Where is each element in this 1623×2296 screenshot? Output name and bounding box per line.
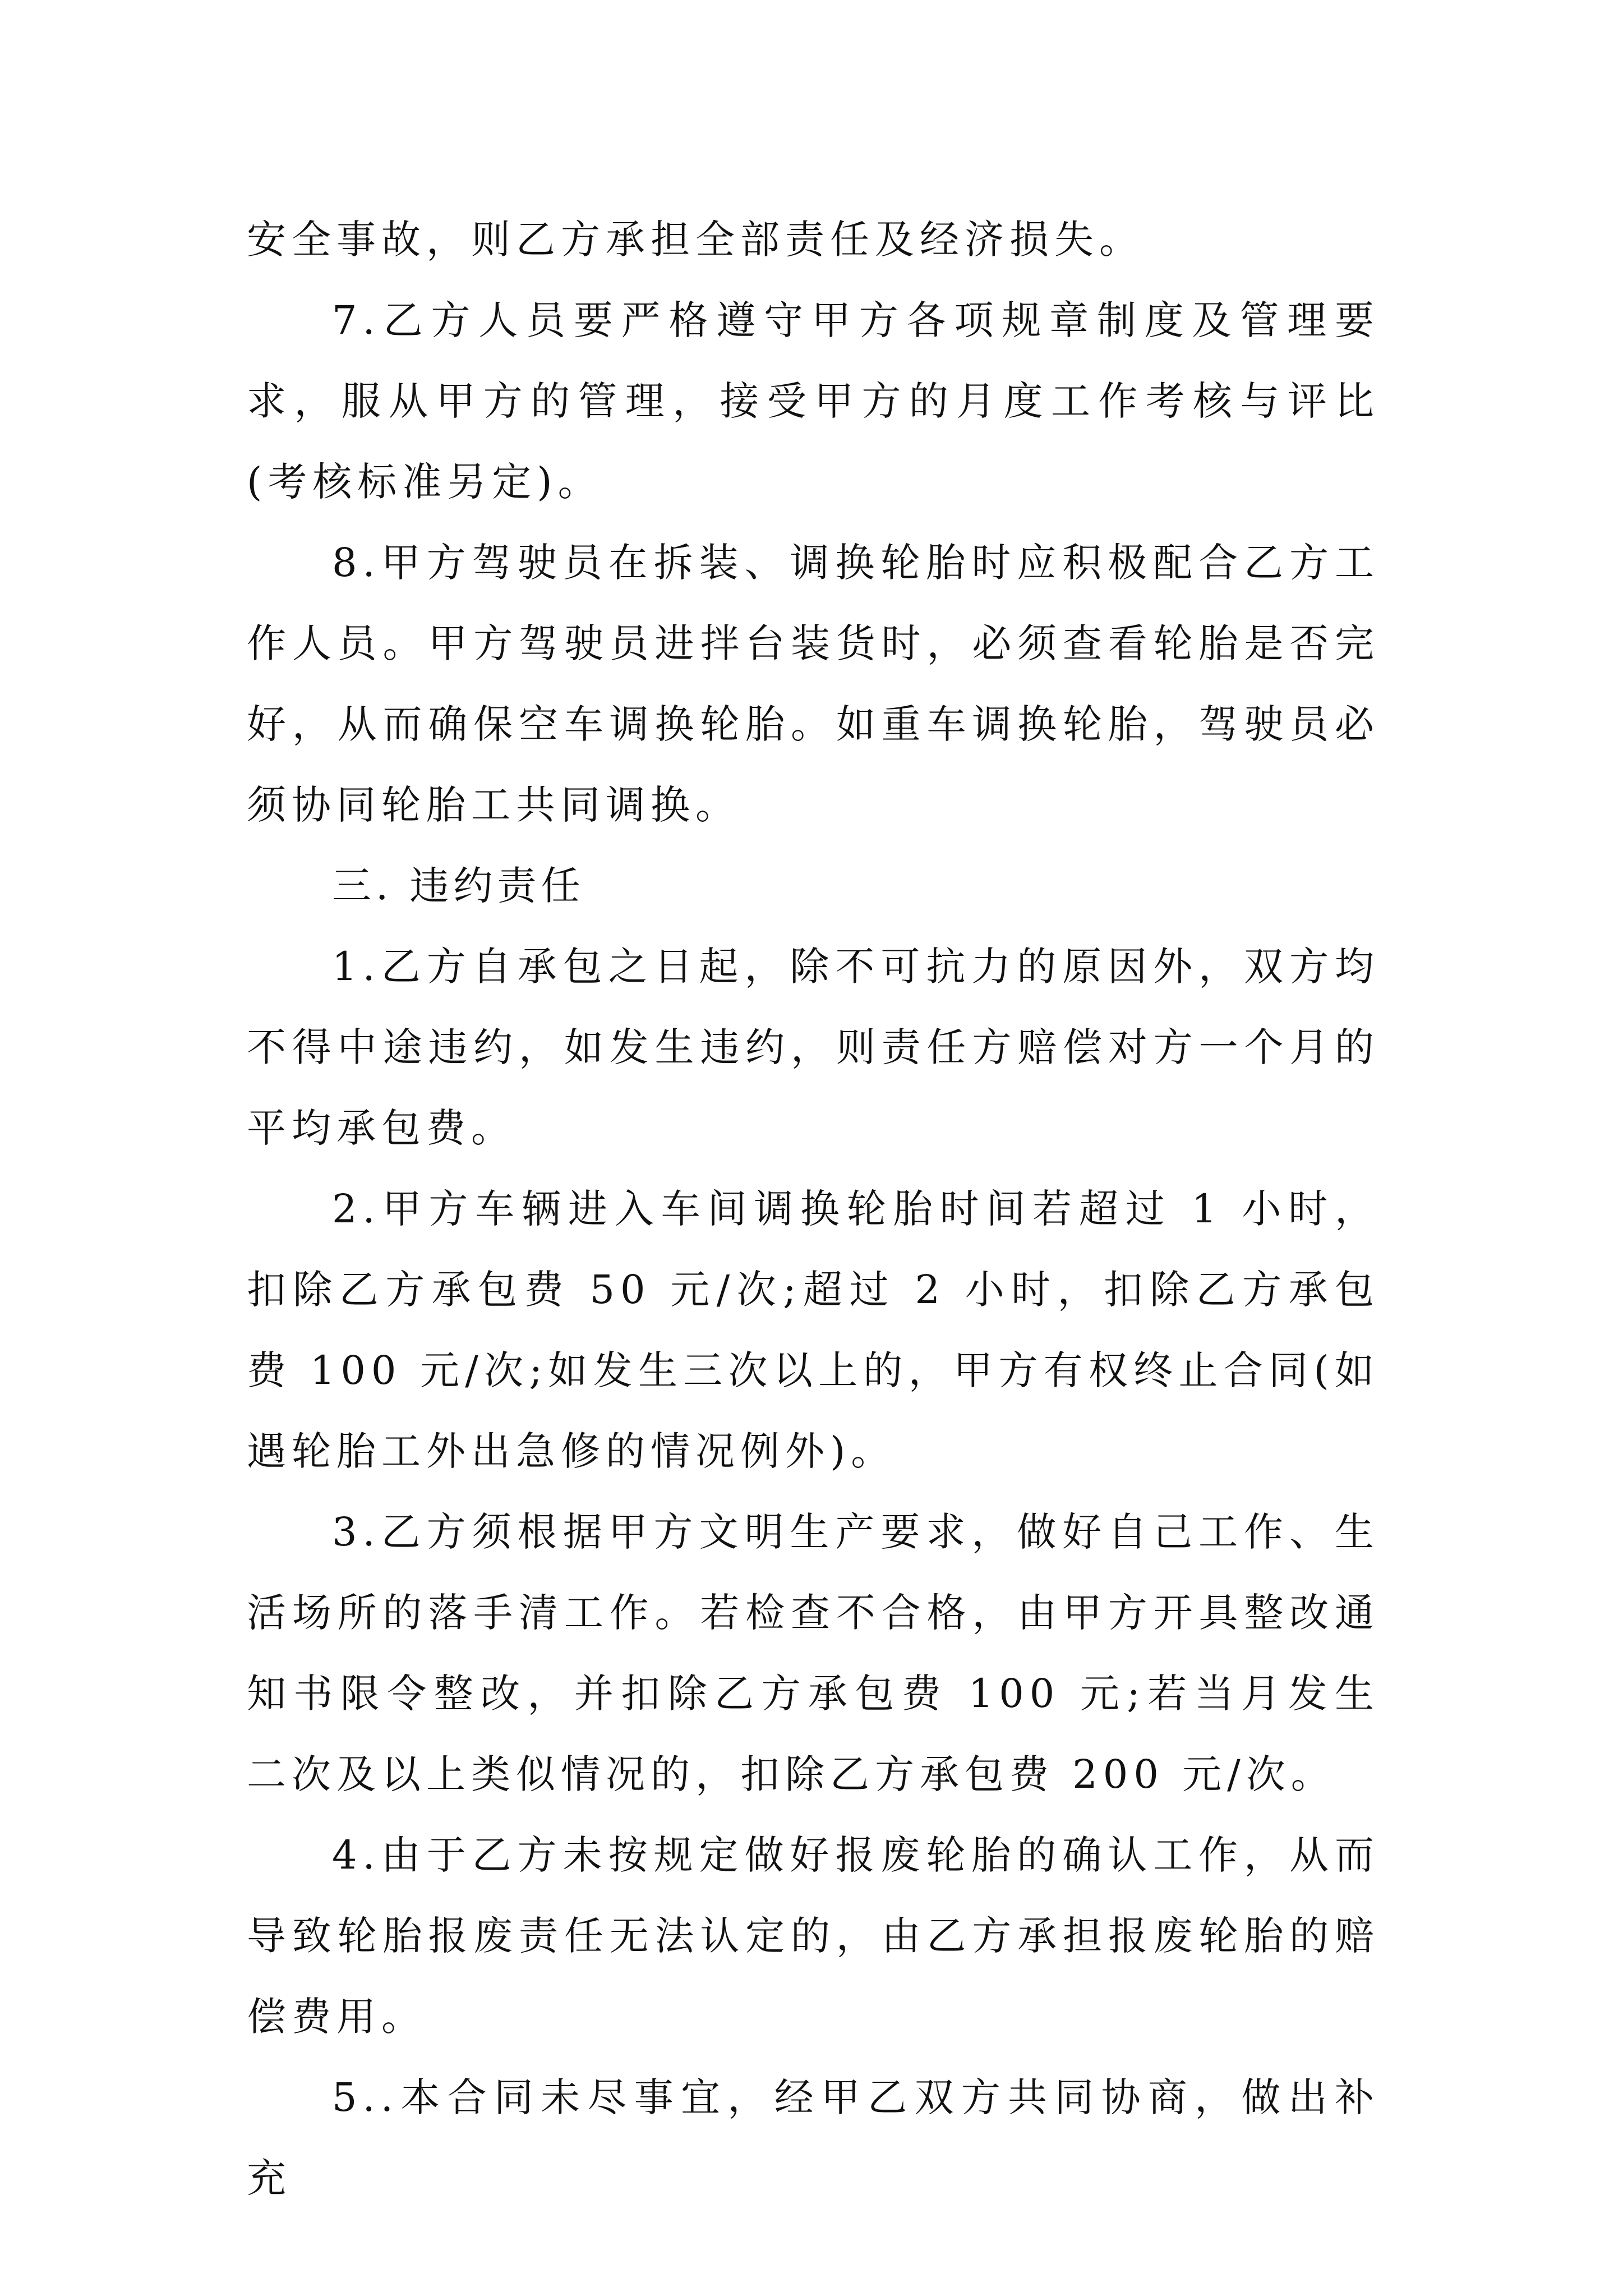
paragraph-breach-2: 2.甲方车辆进入车间调换轮胎时间若超过 1 小时，扣除乙方承包费 50 元/次;超过 2 小时，扣除乙方承包费 100 元/次;如发生三次以上的，甲方有权终止合同(如遇轮胎工外出急修的情况例外)。 (247, 1186, 1380, 1474)
paragraph-breach-4: 4.由于乙方未按规定做好报废轮胎的确认工作，从而导致轮胎报废责任无法认定的，由乙方承担报废轮胎的赔偿费用。 (247, 1832, 1380, 2040)
paragraph-breach-5: 5..本合同未尽事宜，经甲乙双方共同协商，做出补充 (247, 2074, 1380, 2201)
paragraph-continuation: 安全事故，则乙方承担全部责任及经济损失。 (247, 217, 1144, 263)
paragraph-clause-8: 8.甲方驾驶员在拆装、调换轮胎时应积极配合乙方工作人员。甲方驾驶员进拌台装货时，必须查看轮胎是否完好，从而确保空车调换轮胎。如重车调换轮胎，驾驶员必须协同轮胎工共同调换。 (247, 540, 1380, 828)
document-body (247, 199, 1380, 2219)
paragraph-breach-3: 3.乙方须根据甲方文明生产要求，做好自己工作、生活场所的落手清工作。若检查不合格，由甲方开具整改通知书限令整改，并扣除乙方承包费 100 元;若当月发生二次及以上类似情况的，扣除乙方承包费 200 元/次。 (247, 1509, 1380, 1797)
paragraph-clause-7: 7.乙方人员要严格遵守甲方各项规章制度及管理要求，服从甲方的管理，接受甲方的月度工作考核与评比(考核标准另定)。 (247, 297, 1380, 505)
paragraph-breach-1: 1.乙方自承包之日起，除不可抗力的原因外，双方均不得中途违约，如发生违约，则责任方赔偿对方一个月的平均承包费。 (247, 944, 1380, 1151)
section-heading-breach-liability: 三. 违约责任 (332, 863, 585, 909)
